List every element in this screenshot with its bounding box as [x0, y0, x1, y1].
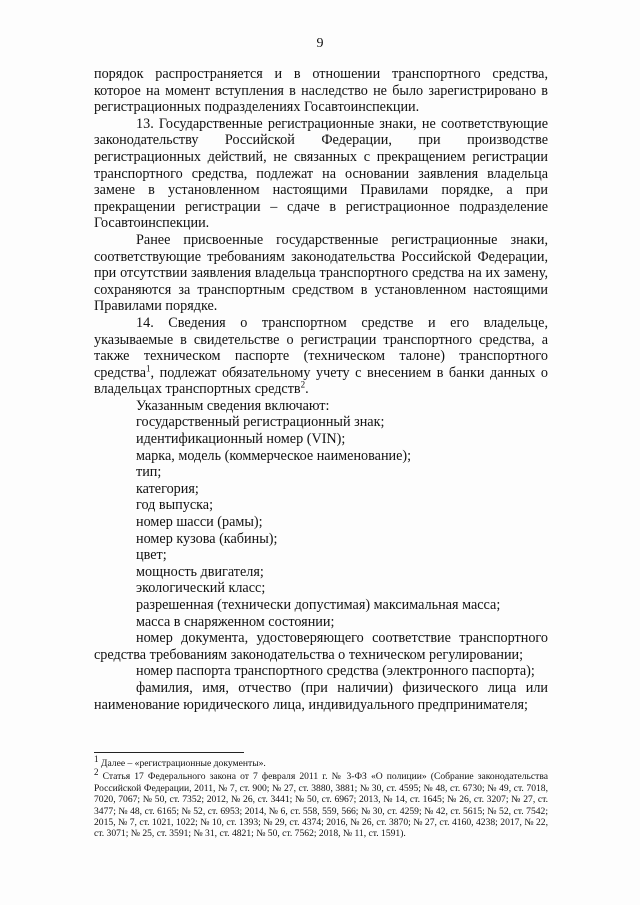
clause-13-second-paragraph: Ранее присвоенные государственные регистрационные знаки, соответствующие требованиям законодательства Российской Федерации, при отсутствии заявления владельца транспортного средства на их замену, сохраняются за транспортным средством в установленном настоящими Правилами порядке.	[94, 231, 548, 315]
footnote-1-text: Далее – «регистрационные документы».	[98, 758, 266, 769]
list-item: категория;	[136, 480, 199, 497]
list-item: номер кузова (кабины);	[136, 530, 278, 547]
list-item: экологический класс;	[136, 580, 266, 597]
clause-13-paragraph: 13. Государственные регистрационные знаки, не соответствующие законодательству Российской Федерации, при производстве регистрационных действий, не связанных с прекращением регистрации транспортного средства, подлежат на основании заявления владельца замене в установленном настоящими Правилами порядке, а при прекращении регистрации – сдаче в регистрационное подразделение Госавтоинспекции.	[94, 115, 548, 232]
page-number: 9	[316, 36, 324, 51]
clause-14-part3: .	[305, 381, 309, 398]
footnote-2-mark: 2	[94, 767, 99, 778]
footnote-ref-1: 1	[146, 362, 151, 373]
list-item: год выпуска;	[136, 497, 214, 514]
footnote-2-text: Статья 17 Федерального закона от 7 февраля 2011 г. № 3-ФЗ «О полиции» (Собрание законодательства Российской Федерации, 2011, № 7, ст. 900; № 27, ст. 3880, 3881; № 30, ст. 4595; № 48, ст. 6730; № 49, ст. 7018, 7020, 7067; № 50, ст. 7352; 2012, № 26, ст. 3441; № 50, ст. 6967; 2013, № 14, ст. 1645; № 26, ст. 3207; № 27, ст. 3477; № 48, ст. 6165; № 52, ст. 6953; 2014, № 6, ст. 558, 559, 566; № 30, ст. 4259; № 42, ст. 5615; № 52, ст. 7542; 2015, № 7, ст. 1021, 1022; № 10, ст. 1393; № 29, ст. 4374; 2016, № 26, ст. 3870; № 27, ст. 4160, 4238; 2017, № 22, ст. 3071; № 25, ст. 3591; № 31, ст. 4821; № 50, ст. 7562; 2018, № 11, ст. 1591).	[94, 771, 548, 840]
list-item: государственный регистрационный знак;	[136, 414, 385, 431]
list-item: мощность двигателя;	[136, 563, 264, 580]
list-intro: Указанным сведения включают:	[136, 397, 330, 414]
footnote-1	[94, 753, 548, 769]
list-item-passport-number: номер паспорта транспортного средства (электронного паспорта);	[136, 663, 535, 680]
footnotes	[94, 753, 548, 840]
clause-14-part2: , подлежат обязательному учету с внесением в банки данных о владельцах транспортных средств	[94, 364, 548, 398]
list-item-owner-name: фамилия, имя, отчество (при наличии) физического лица или наименование юридического лица, индивидуального предпринимателя;	[94, 679, 548, 713]
clause-14-paragraph	[94, 315, 548, 398]
list-item-document-number: номер документа, удостоверяющего соответствие транспортного средства требованиям законодательства о техническом регулировании;	[94, 630, 548, 663]
footnote-2	[94, 767, 548, 840]
intro-paragraph: порядок распространяется и в отношении транспортного средства, которое на момент вступления в наследство не было зарегистрировано в регистрационных подразделениях Госавтоинспекции.	[94, 66, 548, 116]
list-item: номер шасси (рамы);	[136, 514, 263, 531]
list-item: тип;	[136, 464, 162, 481]
clause-14-part1: 14. Сведения о транспортном средстве и его владельце, указываемые в свидетельстве о регистрации транспортного средства, а также техническом паспорте (техническом талоне) транспортного средства	[94, 314, 548, 381]
list-item: идентификационный номер (VIN);	[136, 431, 346, 448]
list-item: разрешенная (технически допустимая) максимальная масса;	[136, 597, 501, 613]
list-item: масса в снаряженном состоянии;	[136, 613, 335, 630]
footnote-ref-2: 2	[300, 379, 306, 390]
document-body	[94, 66, 548, 713]
footnote-1-mark: 1	[94, 753, 99, 764]
list-item: марка, модель (коммерческое наименование);	[136, 447, 412, 464]
footnote-divider	[94, 752, 244, 753]
list-item: цвет;	[136, 547, 167, 564]
